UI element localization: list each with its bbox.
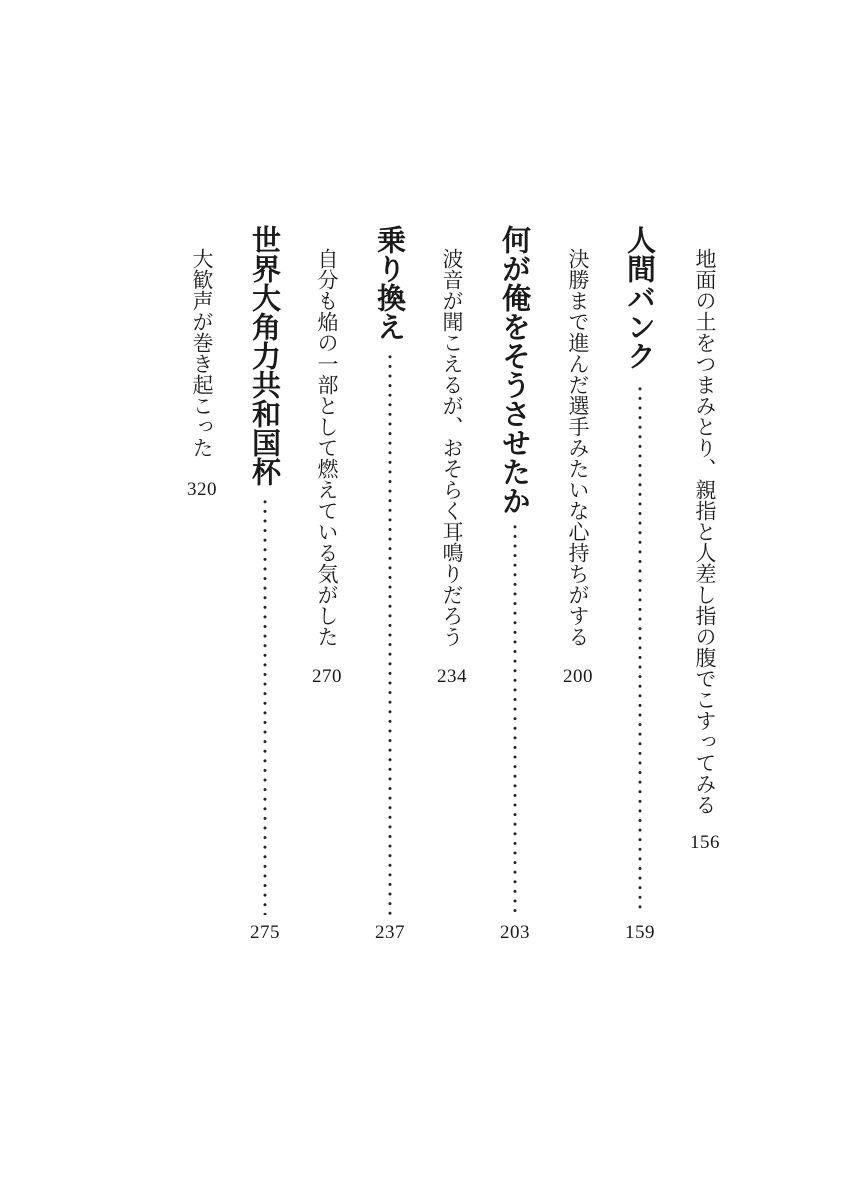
toc-page-number: 234 [437,666,467,687]
toc-page-number: 203 [500,922,530,943]
toc-chapter-title: 乗り換え [373,225,407,341]
toc-subsection-title: 波音が聞こえるが、おそらく耳鳴りだろう [440,248,464,647]
toc-page-number: 159 [625,922,655,943]
toc-page-number: 275 [250,922,280,943]
toc-subsection-title: 地面の土をつまみとり、親指と人差し指の腹でこすってみる [693,248,717,815]
toc-subsection-title: 自分も焔の一部として燃えている気がした [315,248,339,647]
toc-page-number: 320 [187,479,217,500]
toc-chapter-title: 人間バンク [623,225,657,370]
dot-leader [638,384,642,915]
toc-page-number: 200 [563,666,593,687]
toc-page-number: 270 [312,666,342,687]
toc-subsection-title: 決勝まで進んだ選手みたいな心持ちがする [566,248,590,647]
toc-chapter-title: 何が俺をそうさせたか [498,225,532,515]
toc-subsection-title: 大歓声が巻き起こった [190,248,214,458]
dot-leader [513,522,517,915]
toc-page-number: 237 [375,922,405,943]
toc-page-number: 156 [690,832,720,853]
dot-leader [263,497,267,915]
dot-leader [388,352,392,915]
toc-chapter-title: 世界大角力共和国杯 [248,225,282,486]
